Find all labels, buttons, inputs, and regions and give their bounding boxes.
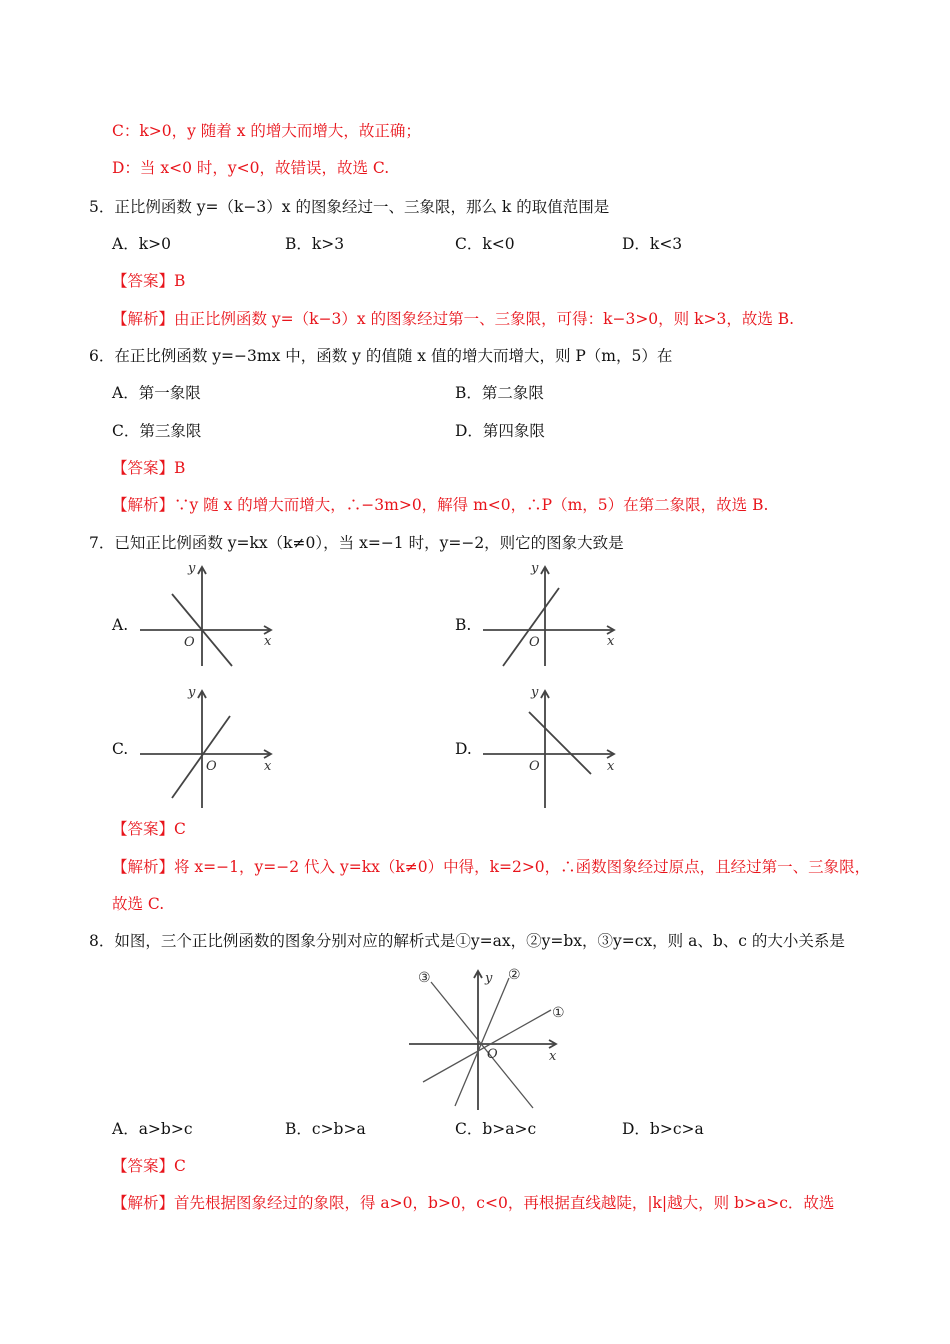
- q7-option-d-label: D.: [455, 740, 472, 758]
- origin-label: O: [529, 759, 540, 774]
- prev-option-d: D：当 x<0 时，y<0，故错误，故选 C.: [112, 159, 390, 177]
- q7-option-a-label: A.: [112, 616, 129, 634]
- question-8: 8．如图，三个正比例函数的图象分别对应的解析式是①y=ax，②y=bx，③y=cx，则 a、b、c 的大小关系是: [89, 932, 845, 950]
- q7-graph-b: [473, 558, 623, 668]
- x-label: x: [264, 759, 272, 774]
- prev-option-c: C：k>0，y 随着 x 的增大而增大，故正确；: [112, 122, 421, 140]
- line-2: [455, 978, 509, 1106]
- q6-answer: 【答案】B: [112, 459, 186, 477]
- origin-label: O: [487, 1047, 498, 1062]
- q7-graph-a: [130, 558, 280, 668]
- function-line: [172, 716, 230, 798]
- line-2-label: ②: [508, 967, 521, 983]
- q7-graph-d: [473, 682, 623, 812]
- x-label: x: [264, 634, 272, 649]
- question-6: 6．在正比例函数 y=−3mx 中，函数 y 的值随 x 值的增大而增大，则 P（m，5）在: [89, 347, 673, 365]
- function-line: [503, 588, 559, 666]
- q8-answer: 【答案】C: [112, 1157, 186, 1175]
- origin-label: O: [206, 759, 217, 774]
- q6-solution: 【解析】∵y 随 x 的增大而增大，∴−3m>0，解得 m<0，∴P（m，5）在第二象限，故选 B.: [112, 496, 769, 514]
- q6-option-a: A．第一象限: [112, 384, 201, 402]
- q5-answer: 【答案】B: [112, 272, 186, 290]
- line-1: [423, 1010, 551, 1082]
- x-label: x: [549, 1049, 557, 1064]
- q7-answer: 【答案】C: [112, 820, 186, 838]
- q6-option-c: C．第三象限: [112, 422, 202, 440]
- line-1-label: ①: [552, 1005, 565, 1021]
- q5-option-d: D．k<3: [622, 235, 683, 253]
- q5-option-a: A．k>0: [112, 235, 171, 253]
- y-label: y: [188, 561, 196, 576]
- q5-option-b: B．k>3: [285, 235, 345, 253]
- q6-option-d: D．第四象限: [455, 422, 545, 440]
- question-7: 7．已知正比例函数 y=kx（k≠0），当 x=−1 时，y=−2，则它的图象大致是: [89, 534, 624, 552]
- q7-option-c-label: C.: [112, 740, 129, 758]
- q7-option-b-label: B.: [455, 616, 472, 634]
- origin-label: O: [529, 635, 540, 650]
- q7-graph-c: [130, 682, 280, 812]
- q7-solution-line-2: 故选 C.: [112, 895, 165, 913]
- y-label: y: [531, 685, 539, 700]
- q5-option-c: C．k<0: [455, 235, 515, 253]
- q8-graph: [405, 962, 575, 1114]
- q5-solution: 【解析】由正比例函数 y=（k−3）x 的图象经过第一、三象限，可得：k−3>0，则 k>3，故选 B.: [112, 310, 795, 328]
- q8-option-c: C．b>a>c: [455, 1120, 537, 1138]
- y-label: y: [485, 971, 493, 986]
- x-label: x: [607, 634, 615, 649]
- origin-label: O: [184, 635, 195, 650]
- q8-solution: 【解析】首先根据图象经过的象限，得 a>0，b>0，c<0，再根据直线越陡，|k|越大，则 b>a>c．故选: [112, 1194, 835, 1212]
- question-5: 5．正比例函数 y=（k−3）x 的图象经过一、三象限，那么 k 的取值范围是: [89, 198, 610, 216]
- line-3-label: ③: [418, 970, 431, 986]
- x-label: x: [607, 759, 615, 774]
- line-3: [431, 982, 533, 1108]
- q7-solution-line-1: 【解析】将 x=−1，y=−2 代入 y=kx（k≠0）中得，k=2>0，∴函数图象经过原点，且经过第一、三象限，: [112, 858, 871, 876]
- q6-option-b: B．第二象限: [455, 384, 544, 402]
- q8-option-b: B．c>b>a: [285, 1120, 366, 1138]
- q8-option-d: D．b>c>a: [622, 1120, 704, 1138]
- y-label: y: [188, 685, 196, 700]
- q8-option-a: A．a>b>c: [112, 1120, 193, 1138]
- y-label: y: [531, 561, 539, 576]
